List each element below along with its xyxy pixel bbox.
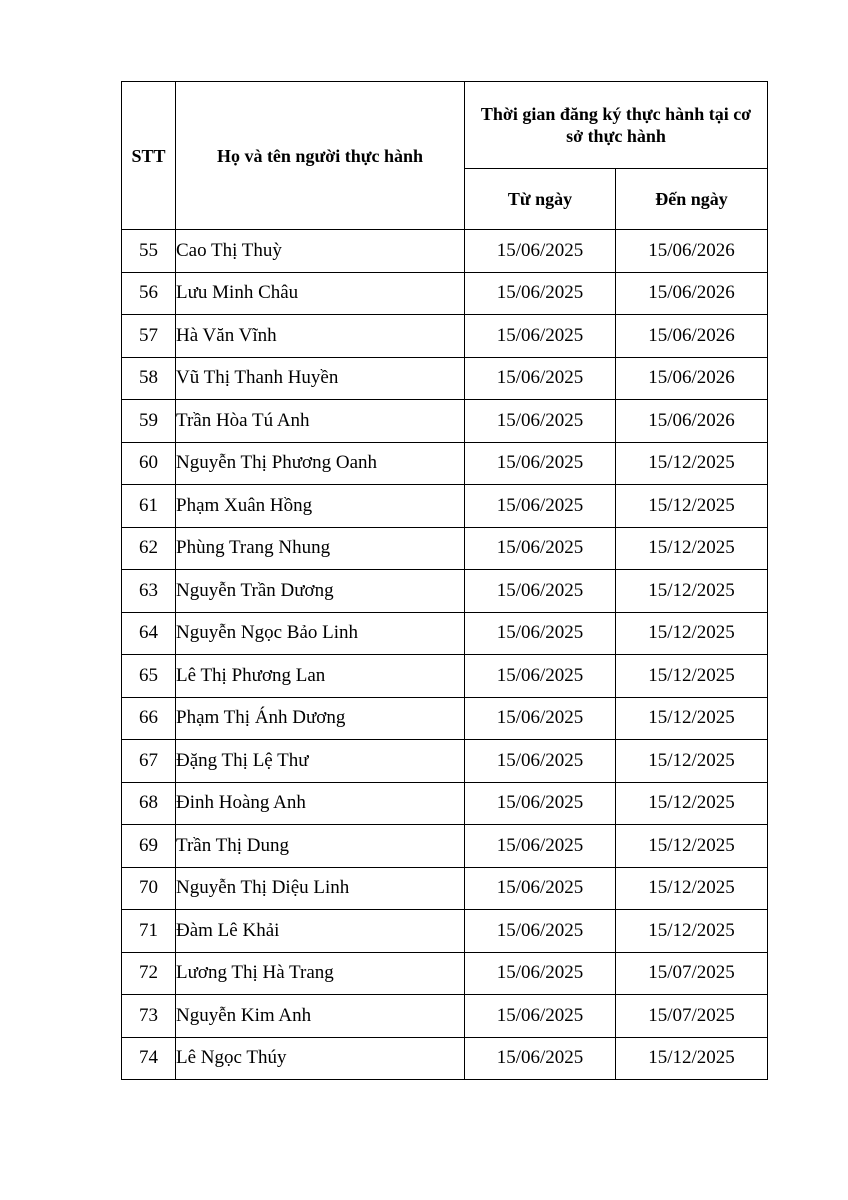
row-to-date-cell: 15/12/2025 bbox=[616, 740, 768, 783]
table-row bbox=[122, 740, 768, 783]
table-row bbox=[122, 1037, 768, 1080]
row-from-date-cell: 15/06/2025 bbox=[465, 655, 616, 698]
row-name-cell: Nguyễn Trần Dương bbox=[176, 570, 465, 613]
row-name-cell: Lưu Minh Châu bbox=[176, 272, 465, 315]
row-from-date-cell: 15/06/2025 bbox=[465, 697, 616, 740]
row-name-cell: Lương Thị Hà Trang bbox=[176, 952, 465, 995]
row-from-date-cell: 15/06/2025 bbox=[465, 995, 616, 1038]
table-row bbox=[122, 527, 768, 570]
header-name: Họ và tên người thực hành bbox=[176, 82, 465, 230]
header-from-date: Từ ngày bbox=[465, 169, 616, 230]
row-stt-cell: 66 bbox=[122, 697, 176, 740]
row-to-date-cell: 15/12/2025 bbox=[616, 570, 768, 613]
table-row bbox=[122, 952, 768, 995]
row-name-cell: Đinh Hoàng Anh bbox=[176, 782, 465, 825]
row-from-date-cell: 15/06/2025 bbox=[465, 952, 616, 995]
header-period-group-label: Thời gian đăng ký thực hành tại cơ sở thực hành bbox=[480, 104, 752, 146]
row-stt-cell: 64 bbox=[122, 612, 176, 655]
row-stt-cell: 68 bbox=[122, 782, 176, 825]
row-stt-cell: 57 bbox=[122, 315, 176, 358]
row-to-date-cell: 15/06/2026 bbox=[616, 315, 768, 358]
table-row bbox=[122, 612, 768, 655]
row-from-date-cell: 15/06/2025 bbox=[465, 485, 616, 528]
row-stt-cell: 62 bbox=[122, 527, 176, 570]
row-name-cell: Nguyễn Thị Diệu Linh bbox=[176, 867, 465, 910]
header-row-top bbox=[122, 82, 768, 169]
row-from-date-cell: 15/06/2025 bbox=[465, 357, 616, 400]
row-to-date-cell: 15/12/2025 bbox=[616, 782, 768, 825]
row-stt-cell: 59 bbox=[122, 400, 176, 443]
row-stt-cell: 69 bbox=[122, 825, 176, 868]
row-to-date-cell: 15/06/2026 bbox=[616, 272, 768, 315]
table-row bbox=[122, 825, 768, 868]
row-name-cell: Cao Thị Thuỳ bbox=[176, 230, 465, 273]
row-from-date-cell: 15/06/2025 bbox=[465, 612, 616, 655]
row-to-date-cell: 15/12/2025 bbox=[616, 910, 768, 953]
row-to-date-cell: 15/12/2025 bbox=[616, 442, 768, 485]
row-from-date-cell: 15/06/2025 bbox=[465, 1037, 616, 1080]
row-to-date-cell: 15/06/2026 bbox=[616, 357, 768, 400]
row-name-cell: Phạm Xuân Hồng bbox=[176, 485, 465, 528]
row-to-date-cell: 15/12/2025 bbox=[616, 697, 768, 740]
row-from-date-cell: 15/06/2025 bbox=[465, 910, 616, 953]
row-name-cell: Lê Ngọc Thúy bbox=[176, 1037, 465, 1080]
row-name-cell: Hà Văn Vĩnh bbox=[176, 315, 465, 358]
row-name-cell: Vũ Thị Thanh Huyền bbox=[176, 357, 465, 400]
header-to-date: Đến ngày bbox=[616, 169, 768, 230]
row-stt-cell: 61 bbox=[122, 485, 176, 528]
row-stt-cell: 55 bbox=[122, 230, 176, 273]
row-to-date-cell: 15/12/2025 bbox=[616, 527, 768, 570]
row-name-cell: Nguyễn Thị Phương Oanh bbox=[176, 442, 465, 485]
row-stt-cell: 65 bbox=[122, 655, 176, 698]
row-name-cell: Đặng Thị Lệ Thư bbox=[176, 740, 465, 783]
row-to-date-cell: 15/12/2025 bbox=[616, 655, 768, 698]
table-header bbox=[122, 82, 768, 230]
row-stt-cell: 67 bbox=[122, 740, 176, 783]
row-from-date-cell: 15/06/2025 bbox=[465, 782, 616, 825]
row-to-date-cell: 15/06/2026 bbox=[616, 230, 768, 273]
row-stt-cell: 63 bbox=[122, 570, 176, 613]
practice-registration-table bbox=[121, 81, 768, 1080]
row-from-date-cell: 15/06/2025 bbox=[465, 527, 616, 570]
row-to-date-cell: 15/12/2025 bbox=[616, 612, 768, 655]
row-from-date-cell: 15/06/2025 bbox=[465, 867, 616, 910]
table-row bbox=[122, 400, 768, 443]
table-row bbox=[122, 910, 768, 953]
row-to-date-cell: 15/12/2025 bbox=[616, 485, 768, 528]
table-row bbox=[122, 570, 768, 613]
row-to-date-cell: 15/07/2025 bbox=[616, 995, 768, 1038]
header-stt: STT bbox=[122, 82, 176, 230]
row-name-cell: Nguyễn Kim Anh bbox=[176, 995, 465, 1038]
table-body bbox=[122, 230, 768, 1080]
row-to-date-cell: 15/12/2025 bbox=[616, 825, 768, 868]
table-row bbox=[122, 867, 768, 910]
row-to-date-cell: 15/07/2025 bbox=[616, 952, 768, 995]
row-from-date-cell: 15/06/2025 bbox=[465, 825, 616, 868]
row-to-date-cell: 15/06/2026 bbox=[616, 400, 768, 443]
row-stt-cell: 70 bbox=[122, 867, 176, 910]
row-stt-cell: 71 bbox=[122, 910, 176, 953]
row-name-cell: Lê Thị Phương Lan bbox=[176, 655, 465, 698]
row-name-cell: Nguyễn Ngọc Bảo Linh bbox=[176, 612, 465, 655]
row-from-date-cell: 15/06/2025 bbox=[465, 272, 616, 315]
row-from-date-cell: 15/06/2025 bbox=[465, 230, 616, 273]
header-period-group bbox=[465, 82, 768, 169]
table-row bbox=[122, 272, 768, 315]
row-stt-cell: 74 bbox=[122, 1037, 176, 1080]
row-stt-cell: 58 bbox=[122, 357, 176, 400]
table-row bbox=[122, 655, 768, 698]
row-stt-cell: 60 bbox=[122, 442, 176, 485]
table-row bbox=[122, 315, 768, 358]
table-row bbox=[122, 782, 768, 825]
row-stt-cell: 73 bbox=[122, 995, 176, 1038]
row-stt-cell: 56 bbox=[122, 272, 176, 315]
table-row bbox=[122, 485, 768, 528]
row-name-cell: Phùng Trang Nhung bbox=[176, 527, 465, 570]
row-from-date-cell: 15/06/2025 bbox=[465, 400, 616, 443]
row-from-date-cell: 15/06/2025 bbox=[465, 442, 616, 485]
row-name-cell: Đàm Lê Khải bbox=[176, 910, 465, 953]
table-row bbox=[122, 442, 768, 485]
row-from-date-cell: 15/06/2025 bbox=[465, 570, 616, 613]
table-row bbox=[122, 357, 768, 400]
row-from-date-cell: 15/06/2025 bbox=[465, 740, 616, 783]
table-row bbox=[122, 230, 768, 273]
row-to-date-cell: 15/12/2025 bbox=[616, 867, 768, 910]
row-from-date-cell: 15/06/2025 bbox=[465, 315, 616, 358]
row-stt-cell: 72 bbox=[122, 952, 176, 995]
row-name-cell: Trần Hòa Tú Anh bbox=[176, 400, 465, 443]
table-row bbox=[122, 697, 768, 740]
row-name-cell: Trần Thị Dung bbox=[176, 825, 465, 868]
row-name-cell: Phạm Thị Ánh Dương bbox=[176, 697, 465, 740]
row-to-date-cell: 15/12/2025 bbox=[616, 1037, 768, 1080]
table-row bbox=[122, 995, 768, 1038]
